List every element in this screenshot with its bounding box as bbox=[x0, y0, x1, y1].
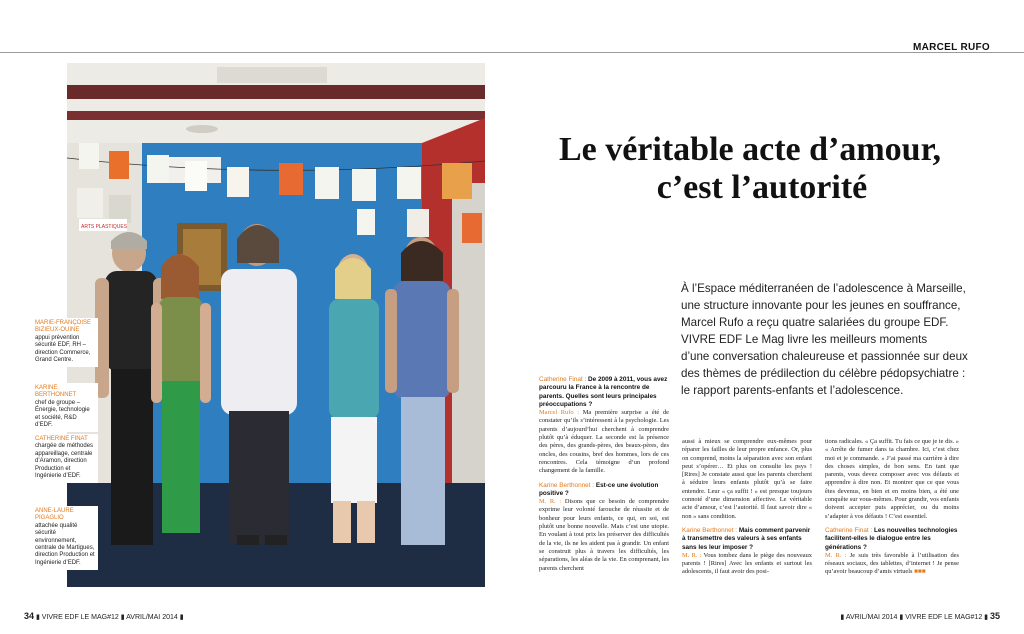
group-photo bbox=[67, 63, 485, 587]
answer-text: Je suis très favorable à l’utilisation des réseaux sociaux, des tablettes, d’internet ! Je pense qu’avoir beaucoup d’amis virtuels bbox=[825, 551, 959, 576]
person-3 bbox=[221, 224, 297, 545]
lead-line: À l’Espace méditerranéen de l’adolescence à Marseille, bbox=[681, 282, 966, 295]
speaker: Karine Berthonnet : bbox=[682, 526, 738, 534]
answer-4 bbox=[825, 552, 959, 577]
banner-text: ARTS PLASTIQUES bbox=[81, 224, 128, 230]
folio-left bbox=[24, 611, 184, 621]
folio-right bbox=[840, 611, 1000, 621]
caption-role: attachée qualité sécurité environnement, centrale de Martigues, direction Production et Ingénierie d’EDF. bbox=[35, 522, 95, 566]
answer-2 bbox=[539, 498, 669, 573]
answer-1 bbox=[539, 409, 669, 475]
body-column-3 bbox=[825, 438, 959, 577]
body-column-2 bbox=[682, 438, 812, 577]
folio-right-text: ▮ AVRIL/MAI 2014 ▮ VIVRE EDF LE MAG#12 ▮ bbox=[840, 614, 989, 621]
answer-text: Vous tombez dans le piège des nouveaux parents ! [Rires] Avec les enfants et surtout les adolescents, il faut avoir des posi- bbox=[682, 551, 813, 576]
question-text: Les nouvelles technologies facilitent-elles le dialogue entre les générations ? bbox=[825, 526, 958, 551]
speaker: Catherine Finat : bbox=[539, 376, 587, 383]
lead-line: des thèmes de prédilection du célèbre pédopsychiatre : bbox=[681, 367, 966, 380]
page-number-left: 34 bbox=[24, 611, 35, 621]
body-column-1 bbox=[539, 376, 669, 573]
title-line-2: c’est l’autorité bbox=[656, 169, 868, 206]
page-number-right: 35 bbox=[989, 611, 1000, 621]
caption-role: appui prévention sécurité EDF, RH – direction Commerce, Grand Centre. bbox=[35, 334, 91, 364]
lead-line: VIVRE EDF Le Mag livre les meilleurs moments bbox=[681, 333, 928, 346]
lead-line: Marcel Rufo a reçu quatre salariées du groupe EDF. bbox=[681, 316, 949, 329]
question-2 bbox=[539, 482, 669, 499]
caption-name: ANNE-LAURE PIGAGLIO bbox=[35, 508, 74, 522]
caption-4 bbox=[32, 506, 98, 570]
caption-name: KARINE BERTHONNET bbox=[35, 385, 77, 399]
paragraph: aussi à mieux se comprendre eux-mêmes pour réparer les failles de leur propre enfance. Or, plus on comprend, moins la séparation avec son enfant peut s’opérer… Et plus on consulte les psys ! [Rires] Je constate aussi que les parents cherchent à séduire leurs enfants plutôt qu’à se faire entendre. Leur « ça suffit ! » est presque toujours connoté d’une dimension affective. Le véritable acte d’amour, c’est l’autorité. Il faut savoir dire « non » sans condition. bbox=[682, 438, 812, 520]
caption-2 bbox=[32, 383, 98, 432]
caption-3 bbox=[32, 434, 98, 483]
paragraph: tions radicales. « Ça suffit. Tu fais ce que je te dis. » « Arrête de fumer dans ta chambre. Ici, c’est chez moi et je commande. » J’ai passé ma carrière à dire des choses simples, de bon sens. En tant que parents, vous devez composer avec vos défauts et apprendre à dire non. Et montrer que ce que vous êtes devenus, en bien et en moins bien, a été une conquête sur vous-mêmes. Pour grandir, vos enfants doivent accepter puis apprécier, ou du moins s’adapter à vos défauts ! C’est essentiel. bbox=[825, 438, 959, 520]
caption-role: chargée de méthodes appareillage, centrale d’Aramon, direction Production et Ingénierie d’EDF. bbox=[35, 443, 94, 480]
caption-name: MARIE-FRANÇOISE BIZIEUX-OUINE bbox=[35, 320, 92, 334]
question-text: Est-ce une évolution positive ? bbox=[539, 481, 659, 497]
group-photo-illustration bbox=[67, 63, 485, 587]
continue-mark: ■■■ bbox=[914, 568, 926, 576]
caption-name: CATHERINE FINAT bbox=[35, 436, 88, 442]
speaker: M. R. : bbox=[825, 551, 847, 559]
speaker: Catherine Finat : bbox=[825, 526, 873, 534]
lead-paragraph bbox=[681, 280, 981, 399]
caption-1 bbox=[32, 318, 98, 367]
speaker: M. R. : bbox=[682, 551, 702, 559]
lead-line: une structure innovante pour les jeunes en souffrance, bbox=[681, 299, 961, 312]
header-rule bbox=[0, 52, 1024, 53]
caption-role: chef de groupe – Énergie, technologie et société, R&D d’EDF. bbox=[35, 399, 90, 429]
question-3 bbox=[682, 527, 812, 552]
speaker: M. R. : bbox=[539, 498, 562, 506]
answer-3 bbox=[682, 552, 812, 577]
lead-line: le rapport parents-enfants et l’adolescence. bbox=[681, 384, 904, 397]
question-4 bbox=[825, 527, 959, 552]
title-line-1: Le véritable acte d’amour, bbox=[558, 131, 942, 168]
question-text: De 2009 à 2011, vous avez parcouru la France à la rencontre de parents. Quelles sont leurs principales préoccupations ? bbox=[539, 376, 668, 408]
folio-left-text: ▮ VIVRE EDF LE MAG#12 ▮ AVRIL/MAI 2014 ▮ bbox=[35, 614, 184, 621]
section-header: MARCEL RUFO bbox=[912, 42, 990, 53]
answer-text: Disons que ce besoin de comprendre exprime leur volonté farouche de réussite et de bonheur pour leurs enfants, ce qui, en soi, est plutôt une bonne nouvelle. Mais c’est une utopie. En voulant à tout prix les préserver des difficultés de la vie, ils ne les aident pas à grandir. Un enfant se construit plus à travers les difficultés, les séparations, les aléas de la vie. En comprenant, les parents cherchent bbox=[539, 498, 669, 572]
lead-line: d’une conversation chaleureuse et passionnée sur deux bbox=[681, 350, 968, 363]
speaker: Marcel Rufo : bbox=[539, 409, 580, 417]
speaker: Karine Berthonnet : bbox=[539, 481, 595, 489]
question-1 bbox=[539, 376, 669, 409]
question-text: Mais comment parvenir à transmettre des valeurs à ses enfants sans les leur imposer ? bbox=[682, 526, 811, 551]
article-title bbox=[500, 131, 1000, 207]
answer-text: Ma première surprise a été de constater qu’ils s’intéressent à la psychologie. Les parents d’aujourd’hui cherchent à comprendre plutôt qu’à éduquer. La seconde est la présence des pères, des grands-pères, des beaux-pères, des oncles, des cousins, bref des hommes, lors de ces rencontres. Cela témoigne d’un profond changement de la famille. bbox=[539, 409, 669, 475]
